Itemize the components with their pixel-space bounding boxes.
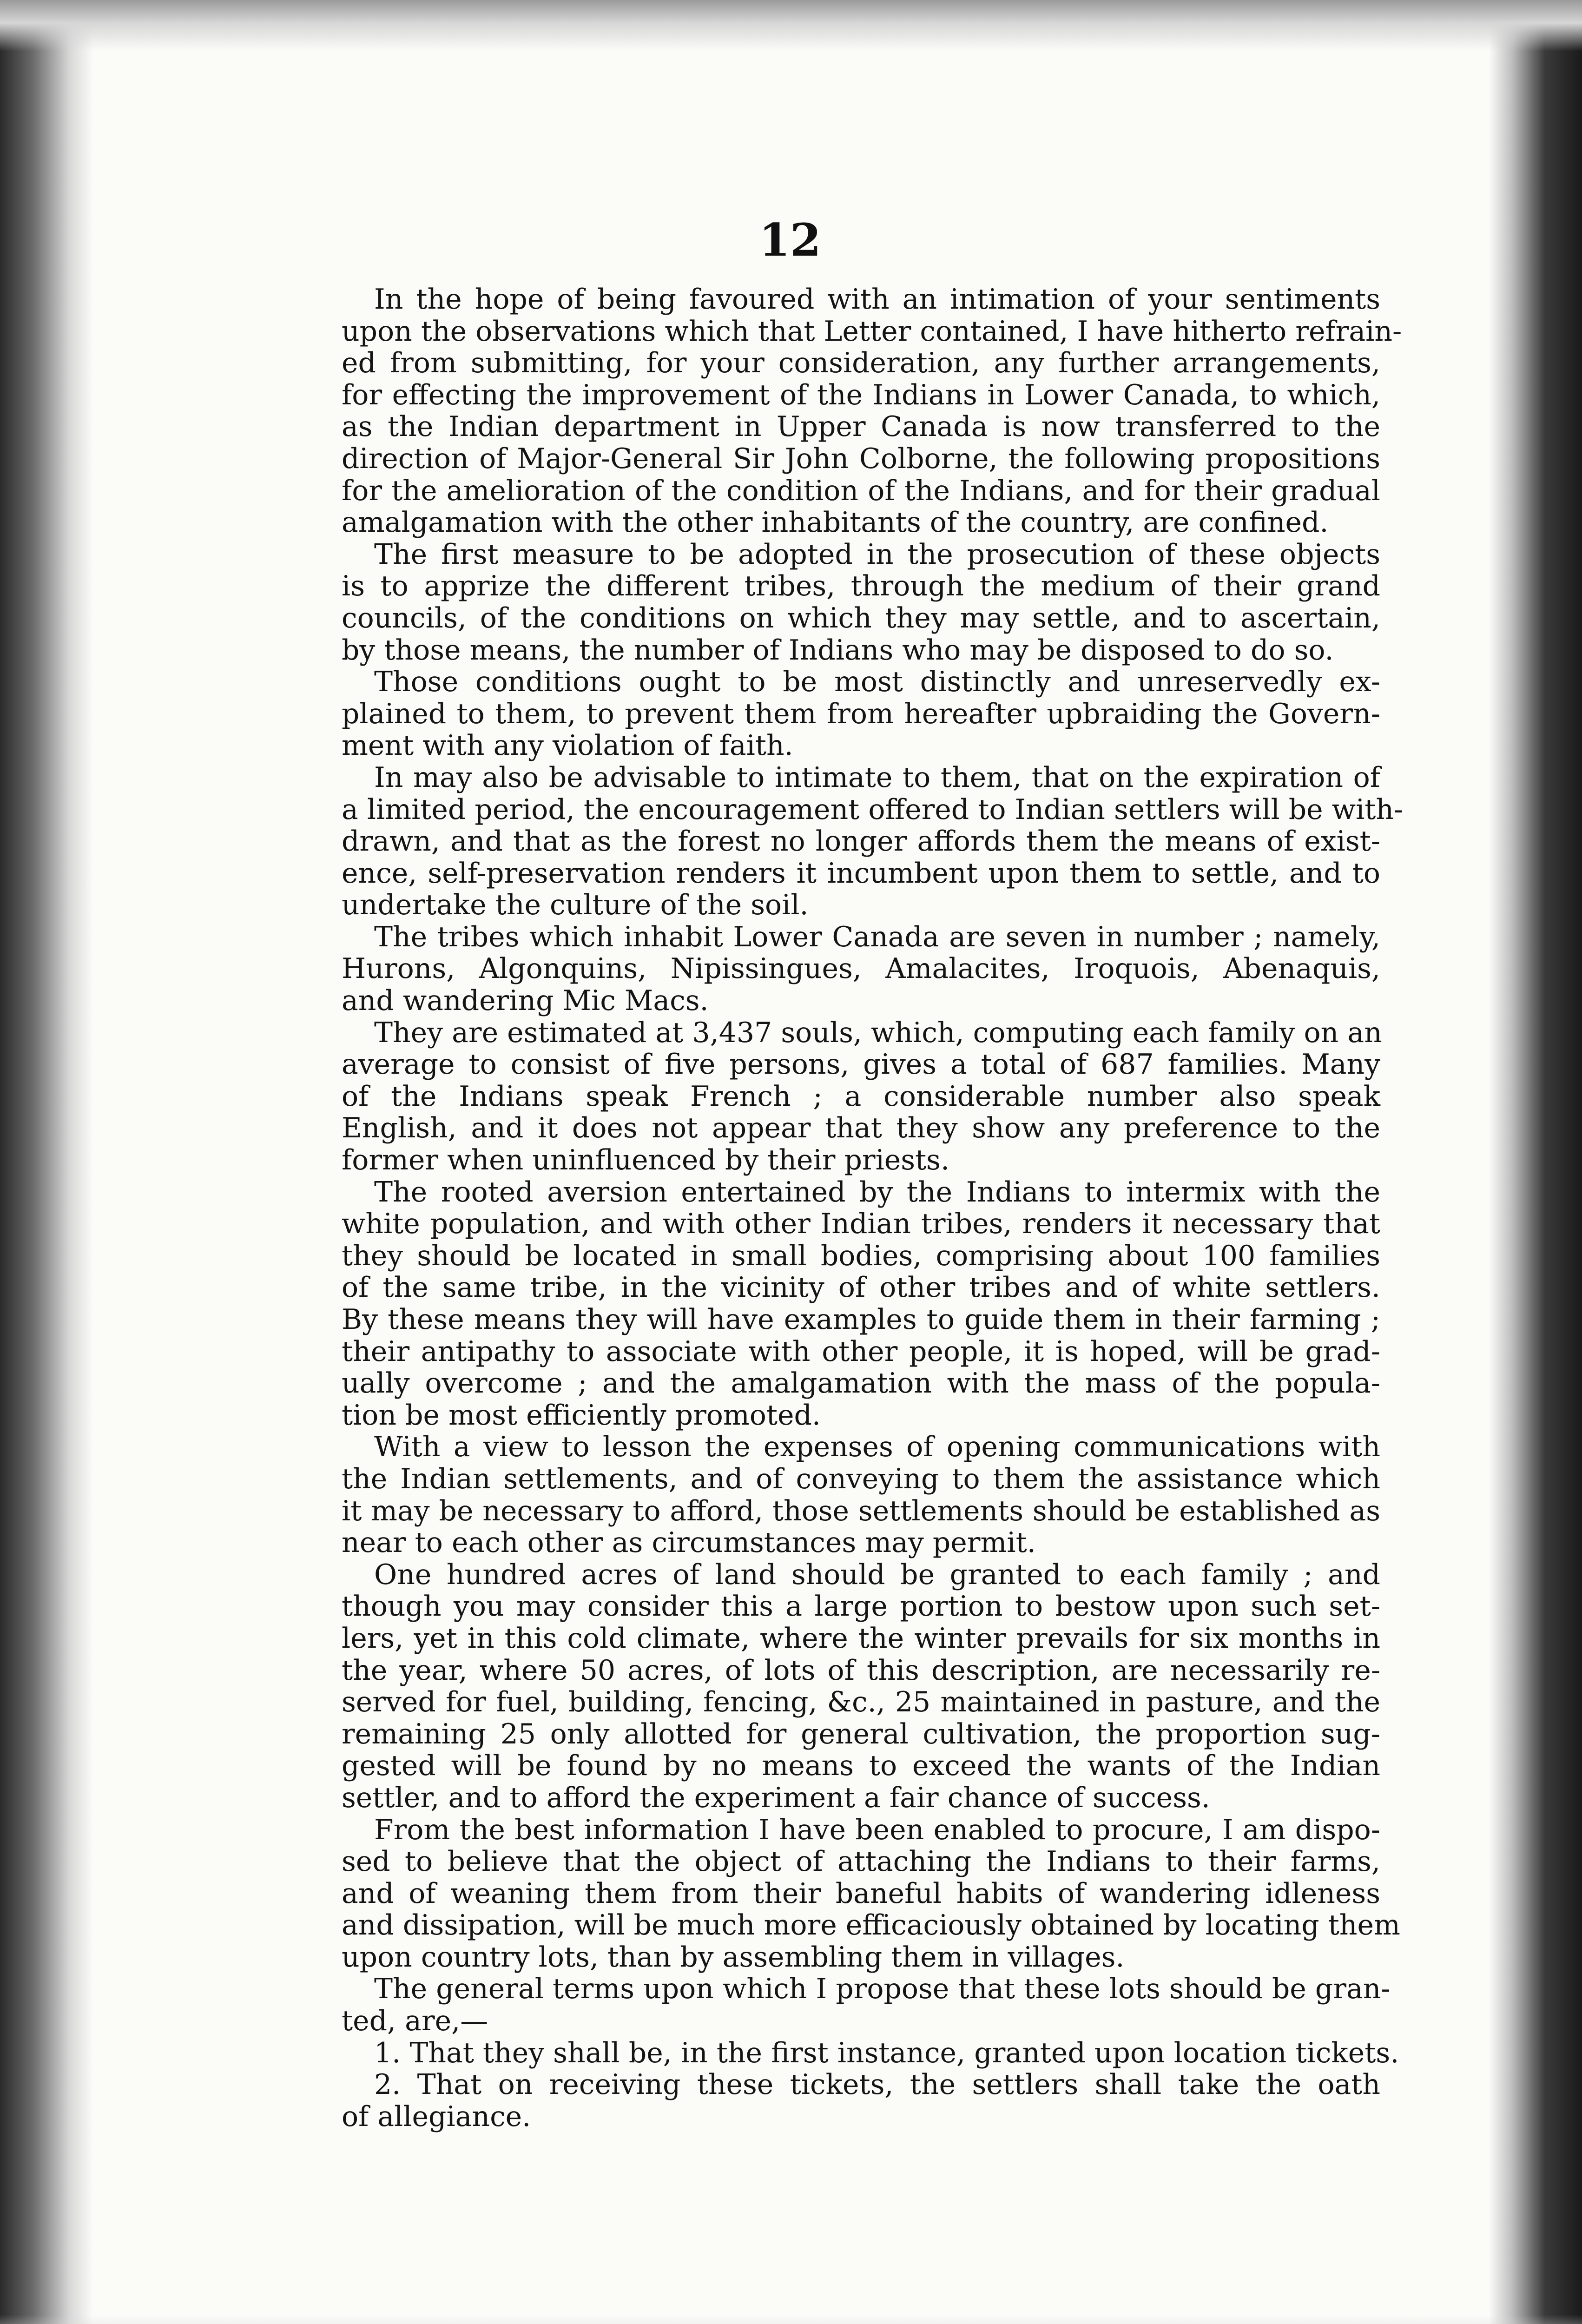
text-line: By these means they will have examples to guide them in their farming ;: [342, 1303, 1380, 1336]
text-line: of the Indians speak French ; a considerable number also speak: [342, 1080, 1380, 1113]
text-line: and of weaning them from their baneful habits of wandering idleness: [342, 1877, 1380, 1910]
text-line: served for fuel, building, fencing, &c., 25 maintained in pasture, and the: [342, 1686, 1380, 1719]
text-line: upon country lots, than by assembling them in villages.: [342, 1941, 1125, 1974]
text-line: plained to them, to prevent them from hereafter upbraiding the Govern-: [342, 697, 1380, 730]
text-line: With a view to lesson the expenses of opening communications with: [374, 1431, 1380, 1464]
text-line: ted, are,—: [342, 2005, 488, 2038]
text-line: remaining 25 only allotted for general cultivation, the proportion sug-: [342, 1717, 1380, 1750]
text-line: the year, where 50 acres, of lots of this description, are necessarily re-: [342, 1654, 1380, 1687]
text-line: gested will be found by no means to exceed the wants of the Indian: [342, 1750, 1380, 1783]
text-line: a limited period, the encouragement offered to Indian settlers will be with-: [342, 793, 1404, 826]
text-line: From the best information I have been enabled to procure, I am dispo-: [374, 1813, 1380, 1846]
text-line: lers, yet in this cold climate, where the winter prevails for six months in: [342, 1622, 1380, 1655]
text-line: amalgamation with the other inhabitants of the country, are confined.: [342, 506, 1329, 539]
text-line: In may also be advisable to intimate to them, that on the expiration of: [374, 761, 1380, 794]
text-line: In the hope of being favoured with an intimation of your sentiments: [374, 283, 1380, 316]
text-line: upon the observations which that Letter contained, I have hitherto refrain-: [342, 315, 1402, 348]
text-line: average to consist of five persons, gives a total of 687 families. Many: [342, 1048, 1380, 1081]
text-line: for the amelioration of the condition of the Indians, and for their gradual: [342, 474, 1380, 507]
body-text: [342, 283, 1404, 2133]
text-line: Those conditions ought to be most distinctly and unreservedly ex-: [374, 666, 1380, 699]
text-line: They are estimated at 3,437 souls, which, computing each family on an: [374, 1016, 1382, 1049]
text-line: as the Indian department in Upper Canada is now transferred to the: [342, 410, 1380, 443]
text-line: ence, self-preservation renders it incumbent upon them to settle, and to: [342, 857, 1380, 890]
text-line: it may be necessary to afford, those settlements should be established as: [342, 1494, 1380, 1527]
text-line: The first measure to be adopted in the prosecution of these objects: [374, 538, 1380, 571]
text-line: The rooted aversion entertained by the Indians to intermix with the: [374, 1175, 1380, 1208]
text-line: and dissipation, will be much more efficaciously obtained by locating them: [342, 1909, 1400, 1942]
text-line: ment with any violation of faith.: [342, 729, 793, 762]
text-line: English, and it does not appear that they show any preference to the: [342, 1112, 1380, 1145]
page-edge-right: [1489, 0, 1582, 2324]
text-line: 2. That on receiving these tickets, the settlers shall take the oath: [374, 2068, 1380, 2101]
text-line: The tribes which inhabit Lower Canada are seven in number ; namely,: [374, 920, 1380, 953]
page-edge-top: [0, 0, 1582, 51]
text-line: former when uninfluenced by their priests.: [342, 1144, 950, 1177]
text-line: tion be most efficiently promoted.: [342, 1399, 821, 1432]
text-line: of the same tribe, in the vicinity of other tribes and of white settlers.: [342, 1271, 1380, 1304]
page-edge-bottom: [0, 2315, 1582, 2324]
text-line: One hundred acres of land should be granted to each family ; and: [374, 1558, 1380, 1591]
text-line: sed to believe that the object of attaching the Indians to their farms,: [342, 1845, 1380, 1878]
text-line: white population, and with other Indian tribes, renders it necessary that: [342, 1208, 1380, 1241]
text-line: councils, of the conditions on which they may settle, and to ascertain,: [342, 601, 1380, 634]
text-line: ed from submitting, for your consideration, any further arrangements,: [342, 347, 1380, 380]
text-line: near to each other as circumstances may permit.: [342, 1526, 1036, 1559]
text-line: undertake the culture of the soil.: [342, 889, 809, 922]
text-line: drawn, and that as the forest no longer affords them the means of exist-: [342, 825, 1380, 858]
text-line: direction of Major-General Sir John Colborne, the following propositions: [342, 442, 1380, 475]
text-line: of allegiance.: [342, 2100, 531, 2133]
text-line: 1. That they shall be, in the first instance, granted upon location tickets.: [374, 2036, 1399, 2069]
text-line: is to apprize the different tribes, through the medium of their grand: [342, 570, 1380, 603]
text-line: Hurons, Algonquins, Nipissingues, Amalacites, Iroquois, Abenaquis,: [342, 952, 1380, 985]
page-number: 12: [759, 214, 821, 266]
text-line: for effecting the improvement of the Indians in Lower Canada, to which,: [342, 378, 1380, 411]
text-line: by those means, the number of Indians who may be disposed to do so.: [342, 634, 1334, 667]
text-line: they should be located in small bodies, comprising about 100 families: [342, 1239, 1380, 1272]
text-line: their antipathy to associate with other people, it is hoped, will be grad-: [342, 1335, 1380, 1368]
text-line: ually overcome ; and the amalgamation with the mass of the popula-: [342, 1367, 1380, 1400]
page-edge-left: [0, 0, 93, 2324]
text-line: The general terms upon which I propose that these lots should be gran-: [374, 1973, 1391, 2006]
text-line: though you may consider this a large portion to bestow upon such set-: [342, 1590, 1380, 1623]
text-line: and wandering Mic Macs.: [342, 984, 709, 1017]
text-line: the Indian settlements, and of conveying to them the assistance which: [342, 1462, 1380, 1495]
text-line: settler, and to afford the experiment a fair chance of success.: [342, 1781, 1210, 1814]
